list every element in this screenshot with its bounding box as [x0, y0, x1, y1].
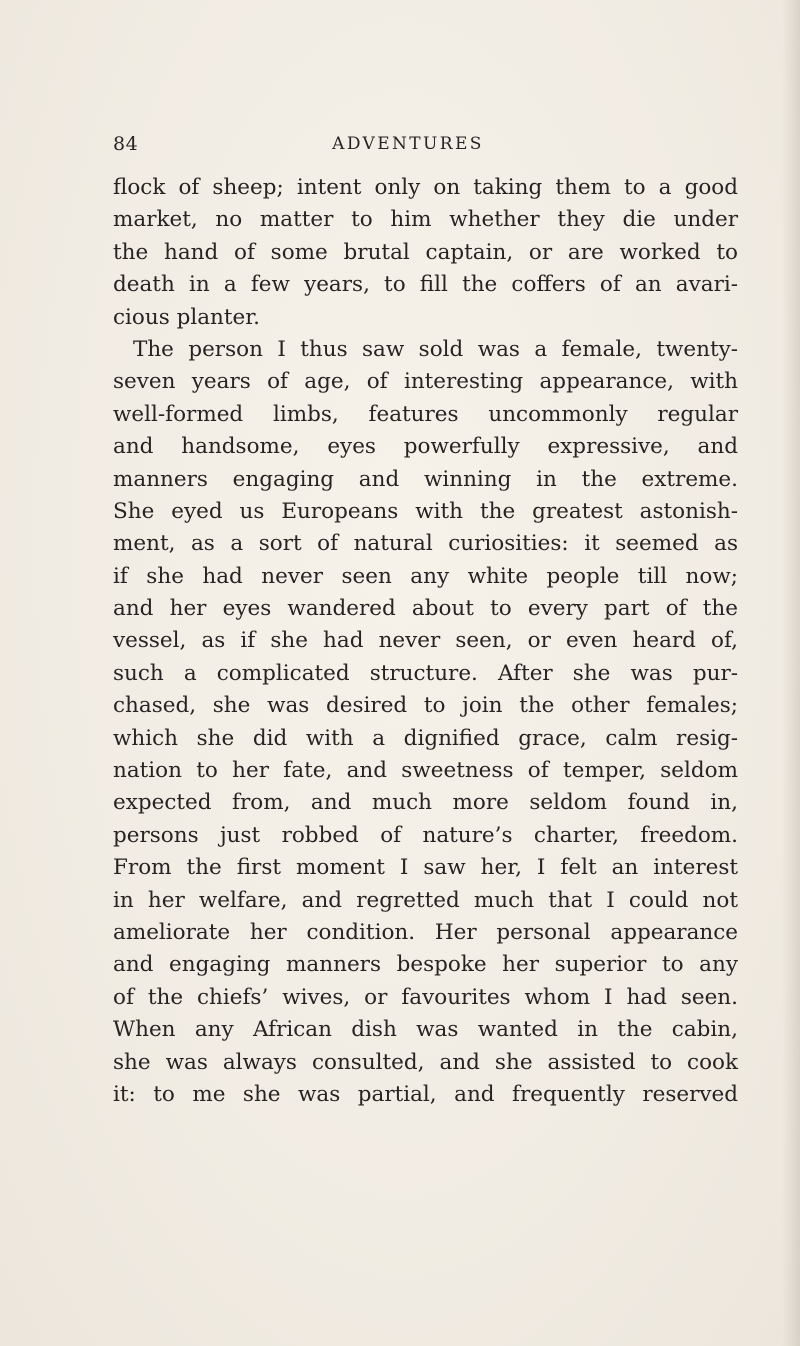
text-line: persons just robbed of nature’s charter, freedom. — [113, 822, 738, 848]
text-line: of the chiefs’ wives, or favourites whom I had seen. — [113, 984, 738, 1010]
text-line: expected from, and much more seldom found in, — [113, 790, 738, 816]
text-line: She eyed us Europeans with the greatest astonish- — [113, 498, 738, 524]
text-line: From the first moment I saw her, I felt an interest — [113, 855, 738, 881]
text-line: and handsome, eyes powerfully expressive, and — [113, 434, 738, 460]
text-line: nation to her fate, and sweetness of temper, seldom — [113, 758, 738, 784]
text-line: which she did with a dignified grace, calm resig- — [113, 725, 738, 751]
text-line: manners engaging and winning in the extreme. — [113, 466, 738, 492]
text-line: vessel, as if she had never seen, or even heard of, — [113, 628, 738, 654]
body-text — [113, 172, 738, 1111]
text-line: When any African dish was wanted in the cabin, — [113, 1017, 738, 1043]
text-line: it: to me she was partial, and frequently reserved — [113, 1081, 738, 1107]
text-line: chased, she was desired to join the other females; — [113, 693, 738, 719]
text-line: cious planter. — [113, 304, 260, 330]
text-line: such a complicated structure. After she was pur- — [113, 660, 738, 686]
text-line: seven years of age, of interesting appearance, with — [113, 369, 738, 395]
text-line: if she had never seen any white people till now; — [113, 563, 738, 589]
text-line: in her welfare, and regretted much that I could not — [113, 887, 738, 913]
text-line: death in a few years, to fill the coffers of an avari- — [113, 272, 738, 298]
text-line: the hand of some brutal captain, or are worked to — [113, 239, 738, 265]
text-line: well-formed limbs, features uncommonly regular — [113, 401, 738, 427]
text-line: market, no matter to him whether they die under — [113, 207, 738, 233]
text-line: she was always consulted, and she assisted to cook — [113, 1049, 738, 1075]
text-line: ment, as a sort of natural curiosities: it seemed as — [113, 531, 738, 557]
page-number: 84 — [113, 133, 139, 155]
running-title: ADVENTURES — [332, 134, 484, 154]
page-edge-shadow — [782, 0, 800, 1346]
text-line: and engaging manners bespoke her superior to any — [113, 952, 738, 978]
text-line: The person I thus saw sold was a female, twenty- — [133, 336, 738, 362]
text-line: flock of sheep; intent only on taking them to a good — [113, 175, 738, 200]
text-line: ameliorate her condition. Her personal appearance — [113, 919, 738, 945]
text-line: and her eyes wandered about to every part of the — [113, 596, 738, 622]
page-header — [0, 133, 800, 163]
